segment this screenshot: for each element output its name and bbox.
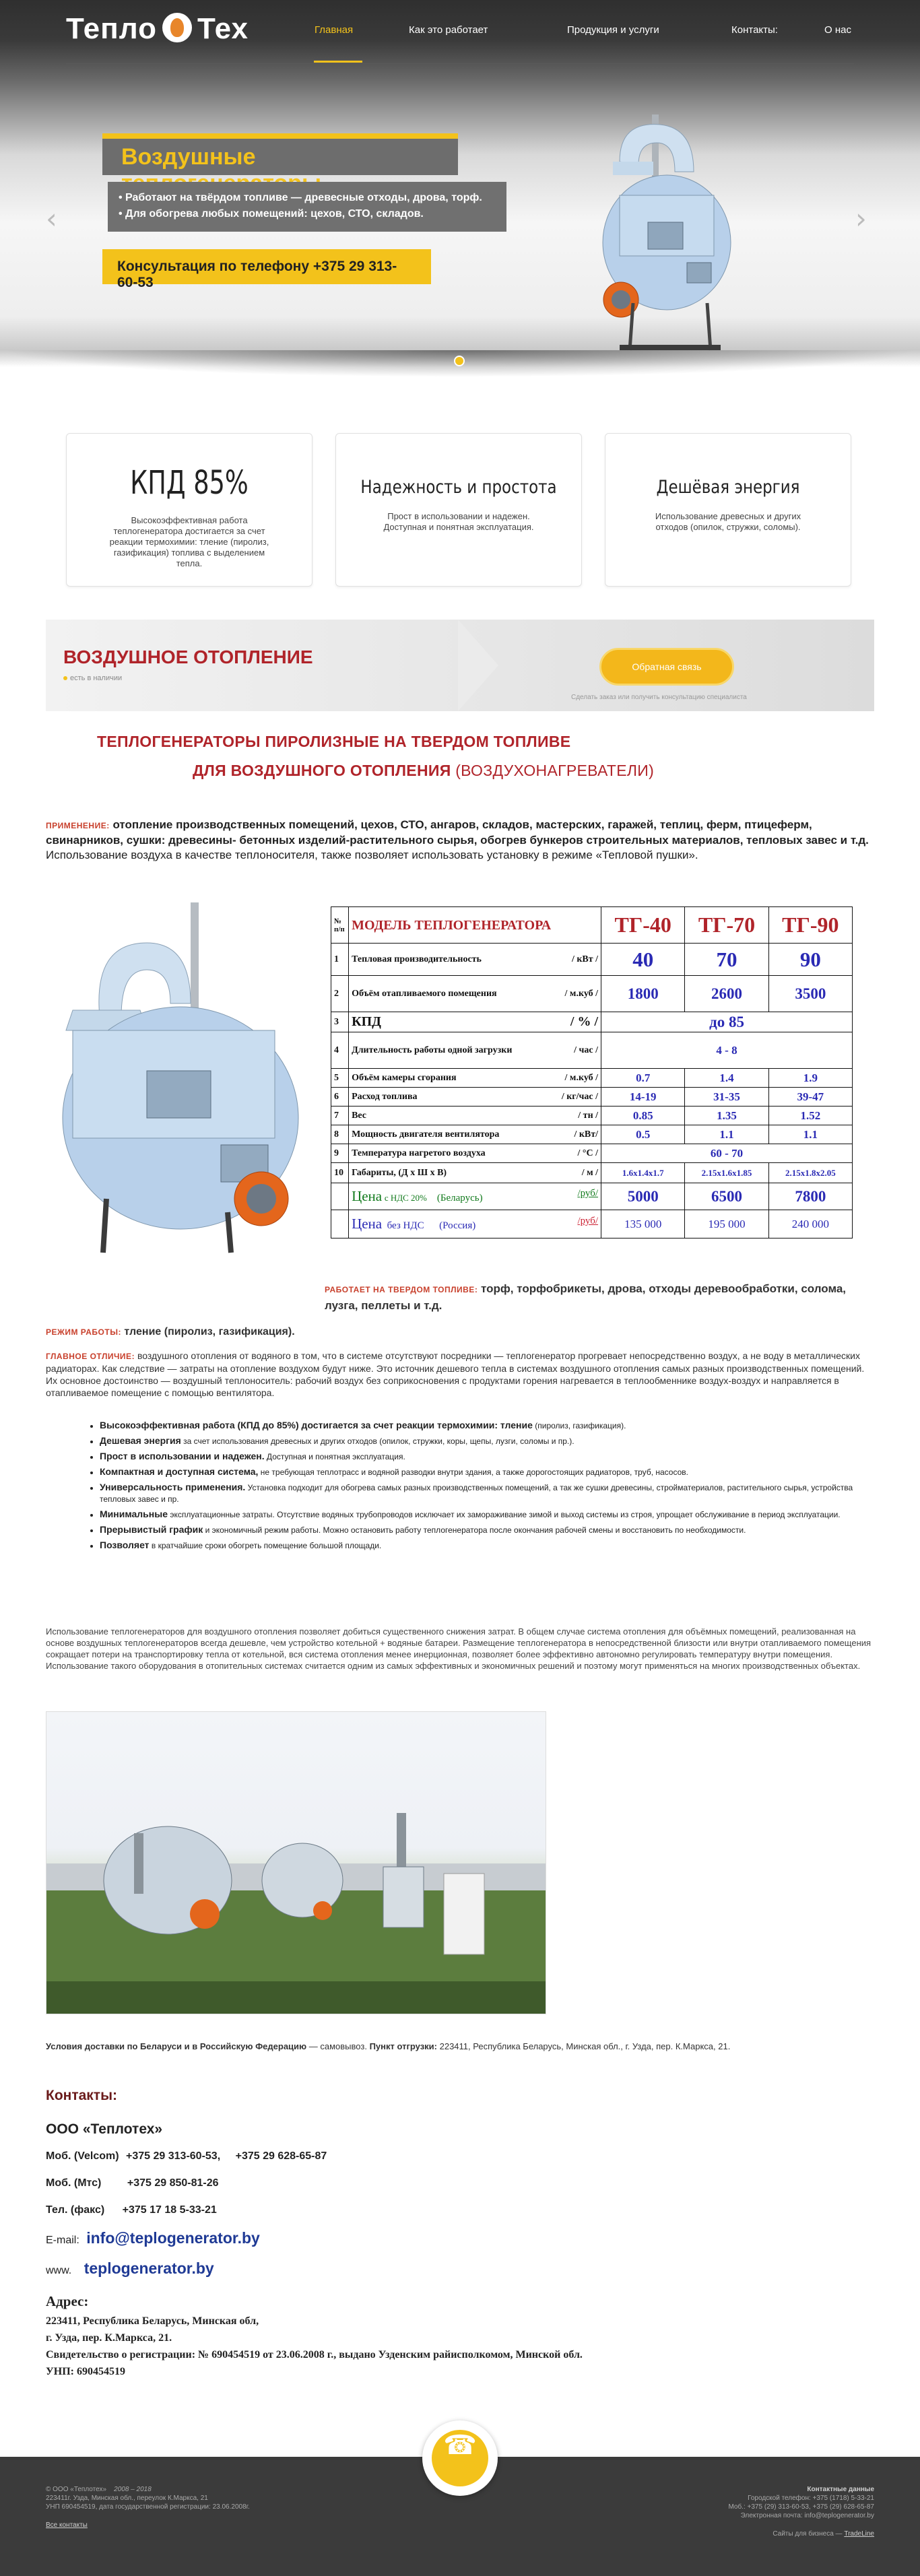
banner-bullet: • Для обогрева любых помещений: цехов, СТО, складов. (119, 208, 424, 220)
footer-years: 2008 – 2018 (114, 2486, 152, 2493)
benefit-bold: Прост в использовании и надежен. (100, 1451, 265, 1461)
spec-row-name: Тепловая производительность (352, 954, 482, 964)
banner-description (108, 182, 506, 232)
address-title: Адрес: (46, 2293, 89, 2309)
spec-row-label (349, 1069, 601, 1088)
spec-value: 3500 (768, 976, 852, 1012)
nav-contacts[interactable]: Контакты: (731, 24, 778, 36)
contact-label: E-mail: (46, 2235, 79, 2246)
spec-row-num: 8 (331, 1125, 349, 1144)
availability-text: есть в наличии (70, 674, 123, 682)
benefit-text: и экономичный режим работы. Можно остановить работу теплогенератора после окончания рабочей смены и восстановить по необходимости. (203, 1525, 746, 1535)
band-arrow-shape (458, 620, 498, 711)
spec-row-label (349, 1012, 601, 1032)
difference-text: воздушного отопления от водяного в том, что в системе отсутствуют посредники — теплогенератор прогревает непосредственно воздух, а не воду в металлических радиаторах. Как следствие — затраты на отопление воздухом будут ниже. Это источник дешевого тепла в системах воздушного отопления самых разных производственных помещений. Их основное достоинство — воздушный теплоноситель: рабочий воздух без соприкосновения с продуктами горения нагревается в теплообменнике воздух-воздух и направляется в отапливаемое помещение с помощью вентилятора. (46, 1350, 865, 1398)
benefit-text: эксплуатационные затраты. Отсутствие водяных трубопроводов исключает их замораживание зимой и выход системы из строя, упрощает обслуживание в период эксплуатации. (168, 1510, 841, 1519)
feedback-button[interactable]: Обратная связь (599, 648, 734, 686)
spec-row-name: Расход топлива (352, 1091, 418, 1102)
feature-title: КПД 85% (130, 464, 249, 502)
header-divider (66, 63, 854, 64)
application-label: ПРИМЕНЕНИЕ: (46, 821, 110, 830)
spec-row-label (349, 1125, 601, 1144)
benefit-item (100, 1482, 874, 1505)
price-country: (Россия) (439, 1220, 476, 1231)
contact-email (46, 2229, 260, 2247)
spec-row-name: Объём отапливаемого помещения (352, 988, 497, 999)
nav-active-indicator (314, 61, 362, 63)
spec-header-model: МОДЕЛЬ ТЕПЛОГЕНЕРАТОРА (349, 907, 601, 944)
headline-part: (ВОЗДУХОНАГРЕВАТЕЛИ) (451, 762, 655, 779)
spec-row-label (349, 1144, 601, 1163)
benefit-bold: Дешевая энергия (100, 1435, 181, 1446)
footer-phone-mobile: Моб.: +375 (29) 313-60-53, +375 (29) 628-65-87 (728, 2503, 874, 2511)
spec-value: 2.15x1.6x1.85 (685, 1163, 768, 1183)
application-rest: Использование воздуха в качестве теплоносителя, также позволяет использовать установку в режиме «Тепловой пушки». (46, 849, 698, 861)
price-value: 195 000 (685, 1210, 768, 1239)
spec-row-unit: / м.куб / (564, 1072, 599, 1083)
footer-email: Электронная почта: info@teplogenerator.by (740, 2512, 874, 2519)
spec-value: 70 (685, 944, 768, 976)
price-currency: /руб/ (577, 1188, 599, 1199)
difference-paragraph (46, 1350, 874, 1399)
contact-label: Тел. (факс) (46, 2204, 105, 2216)
spec-row-label (349, 976, 601, 1012)
difference-label: ГЛАВНОЕ ОТЛИЧИЕ: (46, 1352, 135, 1361)
price-value: 240 000 (768, 1210, 852, 1239)
spec-value-span: 60 - 70 (601, 1144, 853, 1163)
spec-row-label (349, 944, 601, 976)
contact-phone[interactable]: +375 17 18 5-33-21 (122, 2204, 217, 2216)
spec-value: 39-47 (768, 1088, 852, 1107)
spec-value: 2.15x1.8x2.05 (768, 1163, 852, 1183)
spec-model-tg40: ТГ-40 (601, 907, 685, 944)
call-button[interactable] (422, 2420, 498, 2496)
benefit-text: не требующая теплотрасс и водяной разводки внутри здания, а также дорогостоящих радиаторов, труб, насосов. (258, 1467, 688, 1477)
price-currency: /руб/ (577, 1216, 599, 1226)
benefit-item (100, 1420, 874, 1432)
nav-how-it-works[interactable]: Как это работает (409, 24, 488, 36)
delivery-paragraph (46, 2041, 874, 2053)
feature-text: Высокоэффективная работа теплогенератора достигается за счет реакции термохимии: тление (пиролиз, газификация) топлива с выделением тепла. (109, 515, 269, 568)
price-label: Цена (352, 1216, 383, 1232)
logo-text-left: Тепло (66, 12, 157, 45)
benefit-bold: Компактная и доступная система, (100, 1466, 259, 1477)
banner-title: Воздушные (102, 133, 458, 175)
contact-mob-velcom (46, 2150, 327, 2162)
spec-value: 1.1 (768, 1125, 852, 1144)
delivery-label: Условия доставки по Беларуси и в Российскую Федерацию (46, 2041, 307, 2051)
spec-row-label (349, 1107, 601, 1125)
band-title: ВОЗДУШНОЕ ОТОПЛЕНИЕ (63, 647, 313, 667)
delivery-point-label: Пункт отгрузки: (369, 2041, 437, 2051)
site-logo[interactable] (66, 12, 249, 46)
spec-value: 14-19 (601, 1088, 685, 1107)
spec-row-name: Мощность двигателя вентилятора (352, 1129, 500, 1140)
benefit-item (100, 1451, 874, 1463)
contact-mob-mts (46, 2177, 219, 2189)
nav-home[interactable]: Главная (315, 24, 354, 36)
availability-label (63, 674, 122, 682)
delivery-address: 223411, Республика Беларусь, Минская обл., г. Узда, пер. К.Маркса, 21. (437, 2041, 731, 2051)
spec-value: 0.5 (601, 1125, 685, 1144)
headline-part: ДЛЯ ВОЗДУШНОГО ОТОПЛЕНИЯ (193, 762, 451, 779)
delivery-mid: — самовывоз. (306, 2041, 370, 2051)
price-value: 7800 (768, 1183, 852, 1210)
slider-prev-arrow[interactable]: ‹ (46, 202, 57, 235)
address-line-2: г. Узда, пер. К.Маркса, 21. (46, 2332, 172, 2344)
spec-row-num: 2 (331, 976, 349, 1012)
spec-row-num: 7 (331, 1107, 349, 1125)
spec-row-name: Габариты, (Д х Ш х В) (352, 1167, 447, 1178)
spec-value: 90 (768, 944, 852, 976)
spec-value-span: 4 - 8 (601, 1032, 853, 1069)
feature-card-reliability (335, 433, 582, 587)
fuel-paragraph (325, 1281, 874, 1314)
application-bold: отопление производственных помещений, цехов, СТО, ангаров, складов, мастерских, гаражей, теплиц, ферм, птицеферм, свинарников, сушки: древесины- бетонных изделий-растительного сырья, обогрев бункеров строительных материалов, тепловых завес и т.д. (46, 818, 869, 847)
spec-row-unit: / м / (581, 1167, 599, 1178)
company-name: ООО «Теплотех» (46, 2121, 163, 2137)
unp-info: УНП: 690454519 (46, 2366, 125, 2377)
banner-bullet: • Работают на твёрдом топливе — древесные отходы, дрова, торф. (119, 192, 482, 203)
address-line-1: 223411, Республика Беларусь, Минская обл, (46, 2315, 259, 2327)
exhibition-photo (46, 1711, 546, 2014)
spec-header-num: № п/п (331, 907, 349, 944)
spec-model-tg90: ТГ-90 (768, 907, 852, 944)
contact-tel-fax (46, 2204, 217, 2216)
banner-boiler-image (593, 101, 734, 364)
feature-title: Дешёвая энергия (656, 477, 800, 498)
spec-row-label (349, 1163, 601, 1183)
spec-value: 0.7 (601, 1069, 685, 1088)
fuel-text: торф, торфобрикеты, дрова, отходы деревообработки, солома, лузга, пеллеты и т.д. (325, 1282, 846, 1312)
band-note: Сделать заказ или получить консультацию специалиста (571, 694, 747, 701)
price-country: (Беларусь) (436, 1193, 483, 1203)
spec-value: 1.4 (685, 1069, 768, 1088)
price-value: 135 000 (601, 1210, 685, 1239)
slider-dot-active[interactable] (454, 356, 465, 366)
spec-row-name: Объём камеры сгорания (352, 1072, 457, 1083)
spec-row-unit: / кг/час / (561, 1091, 599, 1102)
benefit-item (100, 1466, 874, 1478)
footer-left-info (46, 2485, 250, 2530)
benefits-list (100, 1420, 874, 1555)
feature-card-efficiency (66, 433, 313, 587)
benefit-text: Установка подходит для обогрева самых разных производственных помещений, а так же сушки древесины, стройматериалов, растительного сырья, устройства тепловых завес и пр. (100, 1483, 853, 1504)
spec-value: 31-35 (685, 1088, 768, 1107)
benefit-item (100, 1540, 874, 1552)
page-headline-2 (193, 762, 654, 780)
contact-label: Моб. (Мтс) (46, 2177, 102, 2189)
footer-all-contacts-link[interactable]: Все контакты (46, 2521, 88, 2529)
feature-text: Прост в использовании и надежен. Доступная и понятная эксплуатация. (383, 511, 534, 532)
benefit-bold: Универсальность применения. (100, 1482, 246, 1492)
spec-value: 1.6x1.4x1.7 (601, 1163, 685, 1183)
website-link[interactable]: teplogenerator.by (84, 2259, 214, 2277)
banner-phone-button[interactable]: Консультация по телефону +375 29 313-60-53 (102, 249, 431, 284)
contact-phone[interactable]: +375 29 628-65-87 (235, 2150, 327, 2162)
spec-row-unit: / тн / (578, 1110, 599, 1121)
contacts-title: Контакты: (46, 2088, 118, 2103)
spec-row-num: 10 (331, 1163, 349, 1183)
spec-row-name: Вес (352, 1110, 366, 1121)
registration-info: Свидетельство о регистрации: № 690454519 от 23.06.2008 г., выдано Узденским райисполкомом, Минской обл. (46, 2349, 583, 2360)
feature-title: Надежность и простота (360, 477, 557, 498)
price-vat: без НДС (387, 1220, 424, 1231)
benefit-bold: Прерывистый график (100, 1524, 203, 1535)
price-vat: с НДС 20% (384, 1193, 427, 1203)
price-value: 6500 (685, 1183, 768, 1210)
spec-row-unit: / м.куб / (564, 988, 599, 999)
benefit-item (100, 1509, 874, 1521)
mode-paragraph (46, 1326, 874, 1338)
spec-row-num: 6 (331, 1088, 349, 1107)
spec-row-num: 5 (331, 1069, 349, 1088)
footer-address: 223411г. Узда, Минская обл., переулок К.Маркса, 21 (46, 2495, 208, 2502)
spec-row-name: Длительность работы одной загрузки (352, 1045, 513, 1055)
footer-right-info (672, 2485, 874, 2538)
benefit-text: (пиролиз, газификация). (532, 1421, 626, 1430)
spec-row-num: 1 (331, 944, 349, 976)
application-paragraph (46, 818, 874, 863)
benefit-bold: Высокоэффективная работа (КПД до 85%) достигается за счет реакции термохимии: тление (100, 1420, 533, 1430)
contact-phone[interactable]: +375 29 313-60-53, (126, 2150, 221, 2162)
price-row-belarus (349, 1183, 601, 1210)
usage-paragraph: Использование теплогенераторов для воздушного отопления позволяет добиться существенного снижения затрат. В общем случае система отопления для объёмных помещений, реализованная на основе воздушных теплогенераторов всегда дешевле, чем устройство котельной + водяные батареи. Размещение теплогенератора в непосредственной близости или внутри отапливаемого помещения сокращает потери на транспортировку тепла от котельной, вся система отопления менее инерционная, позволяет более эффективно автономно регулировать температуру внутри помещения. Использование такого оборудования в отопительных системах считается одним из самых эффективных и экономичных решений и поэтому могут применяться на многих производственных объектах. (46, 1626, 872, 1671)
contact-label: www. (46, 2265, 72, 2276)
feature-text: Использование древесных и других отходов (опилок, стружки, соломы). (655, 511, 801, 532)
benefit-item (100, 1524, 874, 1536)
fuel-label: РАБОТАЕТ НА ТВЕРДОМ ТОПЛИВЕ: (325, 1285, 478, 1294)
spec-row-num: 4 (331, 1032, 349, 1069)
spec-table (331, 906, 853, 1239)
spec-value: 1.35 (685, 1107, 768, 1125)
spec-value: 0.85 (601, 1107, 685, 1125)
spec-model-tg70: ТГ-70 (685, 907, 768, 944)
spec-row-unit: / °С / (577, 1148, 599, 1158)
spec-row-num: 9 (331, 1144, 349, 1163)
spec-value: 1800 (601, 976, 685, 1012)
spec-value: 2600 (685, 976, 768, 1012)
footer-copyright: © ООО «Теплотех» (46, 2486, 107, 2493)
spec-row-unit: / % / (570, 1014, 599, 1029)
spec-row-label (349, 1032, 601, 1069)
logo-text-right: Тех (197, 12, 249, 45)
footer-phone-city: Городской телефон: +375 (1718) 5-33-21 (748, 2495, 874, 2502)
product-boiler-image (46, 902, 322, 1259)
feature-card-energy (605, 433, 851, 587)
spec-row-label (349, 1088, 601, 1107)
footer-credit-link[interactable]: TradeLine (844, 2530, 874, 2538)
slider-next-arrow[interactable]: › (855, 202, 867, 235)
spec-row-name: Температура нагретого воздуха (352, 1148, 486, 1158)
spec-value: 1.9 (768, 1069, 852, 1088)
flame-icon (162, 13, 192, 42)
nav-about[interactable]: О нас (824, 24, 851, 36)
availability-dot-icon (63, 676, 67, 680)
benefit-text: Доступная и понятная эксплуатация. (264, 1452, 405, 1461)
spec-row-name: КПД (352, 1014, 381, 1029)
email-link[interactable]: info@teplogenerator.by (86, 2229, 260, 2247)
spec-value: 1.1 (685, 1125, 768, 1144)
contact-phone[interactable]: +375 29 850-81-26 (127, 2177, 219, 2189)
benefit-text: за счет использования древесных и других отходов (опилок, стружки, коры, щепы, лузги, соломы и пр.). (180, 1436, 574, 1446)
price-label: Цена (352, 1188, 383, 1204)
spec-row-unit: / кВт / (571, 954, 599, 964)
spec-row-unit: / кВт/ (574, 1129, 599, 1140)
benefit-text: в кратчайшие сроки обогреть помещение большой площади. (149, 1541, 382, 1550)
nav-products[interactable]: Продукция и услуги (567, 24, 659, 36)
mode-label: РЕЖИМ РАБОТЫ: (46, 1327, 121, 1337)
footer-credit: Сайты для бизнеса — (773, 2530, 843, 2538)
benefit-bold: Позволяет (100, 1540, 150, 1550)
exhibition-photo-art (46, 1712, 546, 2014)
contact-website (46, 2259, 214, 2278)
price-row-russia (349, 1210, 601, 1239)
mode-text: тление (пиролиз, газификация). (124, 1326, 295, 1337)
spec-value: 1.52 (768, 1107, 852, 1125)
spec-row-num: 3 (331, 1012, 349, 1032)
spec-row-unit: / час / (574, 1045, 599, 1055)
contact-label: Моб. (Velcom) (46, 2150, 119, 2162)
phone-icon: ☎ (432, 2430, 488, 2486)
page-headline-1: ТЕПЛОГЕНЕРАТОРЫ ПИРОЛИЗНЫЕ НА ТВЕРДОМ ТОПЛИВЕ (97, 733, 571, 750)
footer-contacts-title: Контактные данные (807, 2486, 874, 2493)
spec-value-span: до 85 (601, 1012, 853, 1032)
benefit-bold: Минимальные (100, 1509, 168, 1519)
price-value: 5000 (601, 1183, 685, 1210)
benefit-item (100, 1435, 874, 1447)
footer-registration: УНП 690454519, дата государственной регистрации: 23.06.2008г. (46, 2503, 250, 2511)
spec-value: 40 (601, 944, 685, 976)
